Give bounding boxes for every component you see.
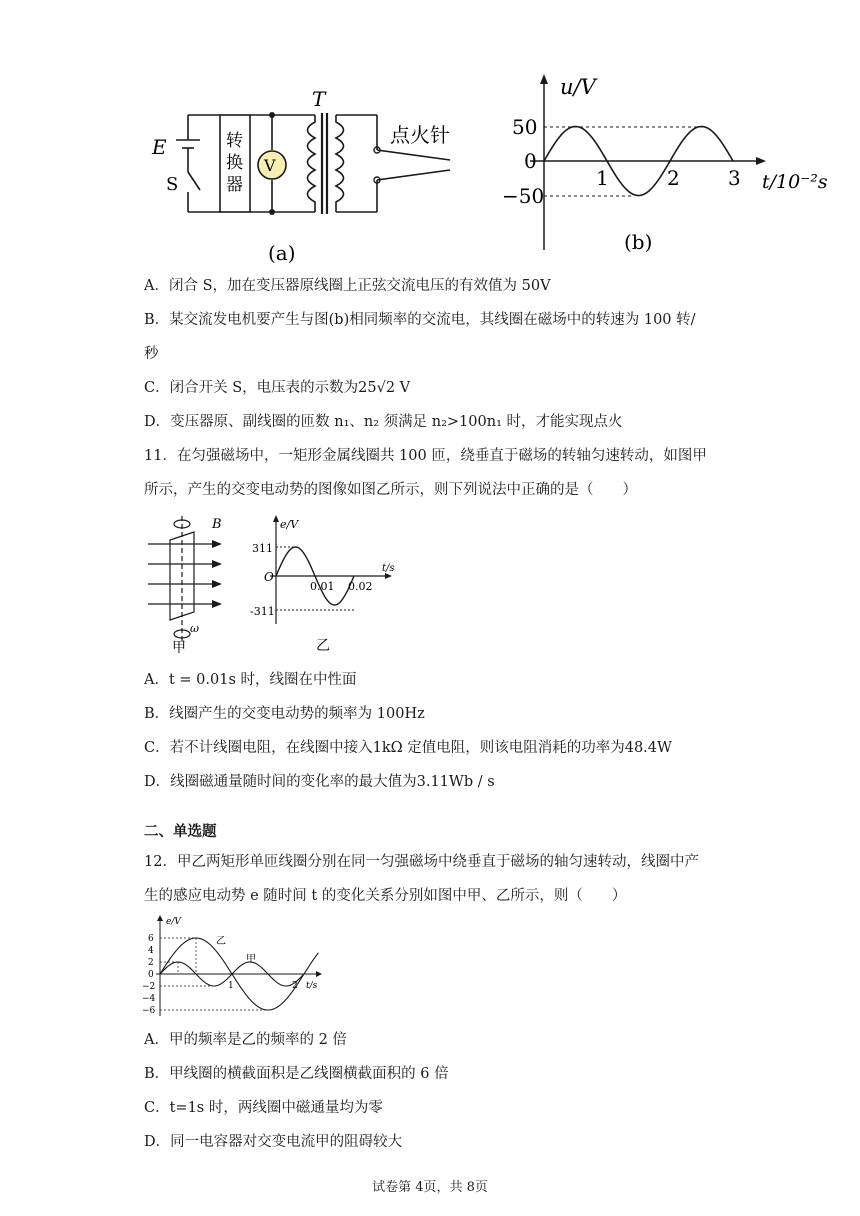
- ytick-311: 311: [252, 542, 273, 555]
- section-heading: 二、单选题: [144, 823, 217, 840]
- magnetic-field-label: B: [212, 517, 222, 532]
- origin-label: O: [264, 570, 274, 584]
- q11-stem-line1: 11．在匀强磁场中，一矩形金属线圈共 100 匝，绕垂直于磁场的转轴匀速转动，如图甲: [144, 448, 707, 464]
- q11-option-c: C．若不计线圈电阻，在线圈中接入1kΩ 定值电阻，则该电阻消耗的功率为48.4W: [144, 740, 672, 756]
- ytick-50: 50: [512, 115, 538, 139]
- x-axis-label: t/10⁻²s: [762, 171, 828, 193]
- q12-stem-line2: 生的感应电动势 e 随时间 t 的变化关系分别如图中甲、乙所示，则（ ）: [144, 888, 627, 904]
- ytick-6: 6: [148, 934, 154, 944]
- ytick-neg50: −50: [502, 184, 545, 208]
- q11-option-b: B．线圈产生的交变电动势的频率为 100Hz: [144, 706, 425, 722]
- y-axis-label: e/V: [280, 518, 299, 531]
- y-axis-label: e/V: [166, 917, 181, 927]
- label-jia: 甲: [246, 954, 256, 965]
- circuit-figure-a: [140, 80, 480, 270]
- converter-char-3: 器: [226, 175, 243, 195]
- emf-comparison-graph: [142, 912, 332, 1020]
- converter-char-1: 转: [226, 131, 243, 151]
- converter-char-2: 换: [226, 153, 243, 173]
- rotating-coil-figure-jia: [142, 514, 242, 656]
- transformer-label: T: [312, 87, 326, 111]
- voltmeter-label: V: [264, 156, 276, 175]
- q11-option-a: A．t = 0.01s 时，线圈在中性面: [144, 672, 357, 688]
- q12-option-b: B．甲线圈的横截面积是乙线圈横截面积的 6 倍: [144, 1066, 449, 1082]
- q12-stem-line1: 12．甲乙两矩形单匝线圈分别在同一匀强磁场中绕垂直于磁场的轴匀速转动，线圈中产: [144, 854, 699, 870]
- emf-graph-yi: [250, 514, 400, 656]
- battery-label: E: [152, 135, 167, 159]
- page-footer: 试卷第 4页，共 8页: [372, 1180, 488, 1195]
- q10-option-d: D．变压器原、副线圈的匝数 n₁、n₂ 须满足 n₂>100n₁ 时，才能实现点火: [144, 414, 623, 430]
- switch-label: S: [166, 174, 179, 195]
- figure-yi-caption: 乙: [316, 638, 330, 654]
- q11-stem-line2: 所示，产生的交变电动势的图像如图乙所示，则下列说法中正确的是（ ）: [144, 482, 637, 498]
- figure-jia-caption: 甲: [172, 640, 186, 656]
- q11-option-d: D．线圈磁通量随时间的变化率的最大值为3.11Wb / s: [144, 774, 495, 790]
- ytick-0: 0: [148, 970, 154, 980]
- q12-option-a: A．甲的频率是乙的频率的 2 倍: [144, 1032, 347, 1048]
- xtick-2: 2: [667, 166, 680, 190]
- q10-option-b-line2: 秒: [144, 346, 159, 362]
- q10-option-c: [144, 378, 410, 398]
- q10-option-b-line1: B．某交流发电机要产生与图(b)相同频率的交流电，其线圈在磁场中的转速为 100 转/: [144, 312, 696, 328]
- q12-option-c: C．t=1s 时，两线圈中磁通量均为零: [144, 1100, 383, 1116]
- ytick-0: 0: [524, 149, 537, 173]
- figure-b-caption: (b): [624, 230, 653, 254]
- ytick-neg4: −4: [142, 994, 156, 1004]
- x-axis-label: t/s: [306, 981, 318, 991]
- voltage-graph-b: [500, 72, 830, 262]
- ytick-neg2: −2: [142, 982, 156, 992]
- q10-option-a: A．闭合 S，加在变压器原线圈上正弦交流电压的有效值为 50V: [144, 278, 551, 294]
- xtick-3: 3: [728, 166, 741, 190]
- xtick-2: 2: [292, 981, 298, 991]
- xtick-1: 1: [596, 166, 609, 190]
- omega-label: ω: [190, 622, 199, 635]
- ytick-4: 4: [148, 946, 154, 956]
- q12-option-d: D．同一电容器对交变电流甲的阻碍较大: [144, 1134, 403, 1150]
- label-yi: 乙: [216, 936, 226, 947]
- y-axis-label: u/V: [560, 75, 596, 99]
- x-axis-label: t/s: [382, 563, 395, 574]
- figure-a-caption: (a): [268, 241, 296, 265]
- ytick-2: 2: [148, 958, 154, 968]
- xtick-1: 1: [228, 981, 234, 991]
- ignition-needle-label: 点火针: [390, 123, 450, 147]
- xtick-0.01: 0.01: [310, 580, 335, 593]
- xtick-0.02: 0.02: [348, 580, 373, 593]
- q10-option-c-value: 25√2 V: [358, 380, 411, 396]
- ytick-neg311: -311: [250, 605, 275, 618]
- ytick-neg6: −6: [142, 1006, 156, 1016]
- q10-option-c-text: C．闭合开关 S，电压表的示数为: [144, 380, 359, 396]
